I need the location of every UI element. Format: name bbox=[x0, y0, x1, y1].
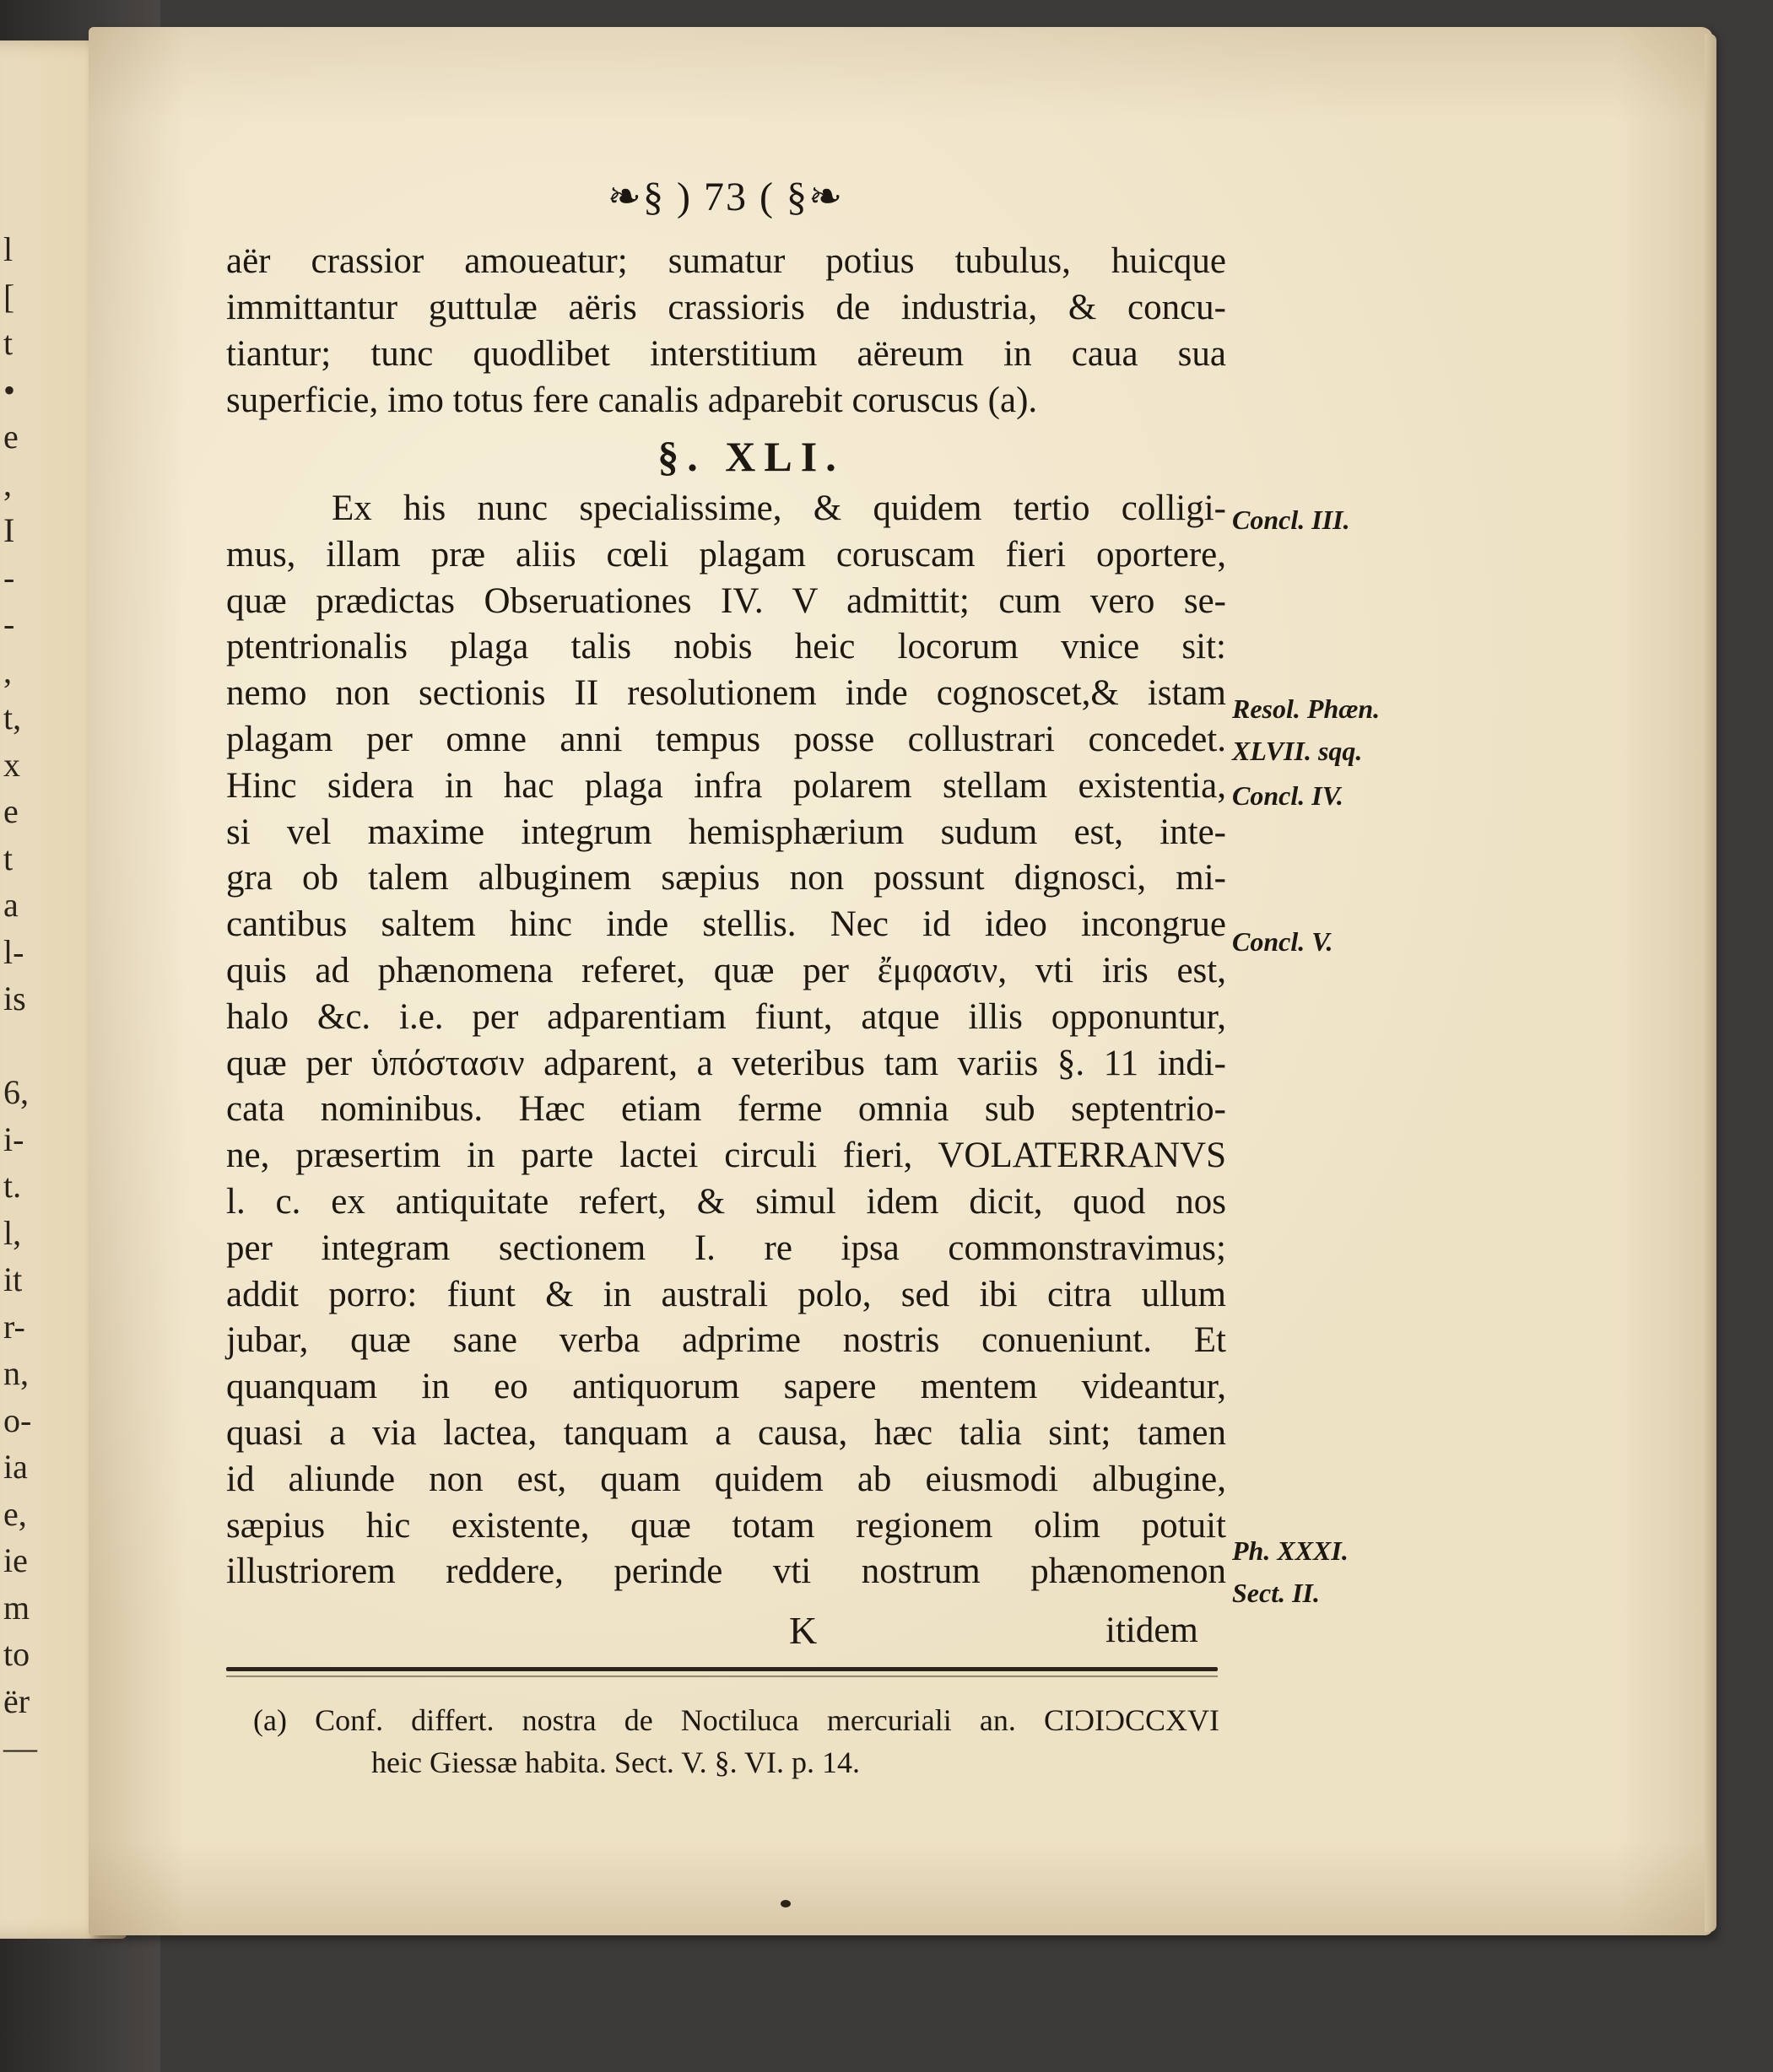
body-line: id aliunde non est, quam quidem ab eiusmodi albugine, bbox=[226, 1460, 1226, 1499]
left-fragment: r- bbox=[3, 1307, 25, 1346]
section-title: §. XLI. bbox=[657, 433, 845, 480]
left-fragment: e bbox=[3, 792, 19, 830]
left-fragment: x bbox=[3, 745, 20, 784]
left-fragment: t bbox=[3, 324, 14, 362]
body-line: gra ob talem albuginem sæpius non possunt dignosci, mi- bbox=[226, 858, 1226, 898]
body-line: quasi a via lactea, tanquam a causa, hæc talia sint; tamen bbox=[226, 1413, 1226, 1453]
body-line: plagam per omne anni tempus posse collustrari concedet. bbox=[226, 720, 1226, 759]
body-line: quanquam in eo antiquorum sapere mentem videantur, bbox=[226, 1367, 1226, 1406]
left-fragment: l- bbox=[3, 932, 24, 971]
margin-note: Ph. XXXI. bbox=[1232, 1535, 1349, 1566]
left-fragment: [ bbox=[3, 277, 15, 316]
body-line: quæ per ὑπόστασιν adparent, a veteribus tam variis §. 11 indi- bbox=[226, 1044, 1226, 1083]
left-fragment: to bbox=[3, 1635, 30, 1673]
body-line: tiantur; tunc quodlibet interstitium aëreum in caua sua bbox=[226, 334, 1226, 374]
footnote-rule bbox=[226, 1667, 1218, 1671]
body-line: sæpius hic existente, quæ totam regionem olim potuit bbox=[226, 1506, 1226, 1546]
body-line: cantibus saltem hinc inde stellis. Nec id ideo incongrue bbox=[226, 904, 1226, 944]
body-line: immittantur guttulæ aëris crassioris de industria, & concu- bbox=[226, 288, 1226, 327]
left-fragment: I bbox=[3, 511, 15, 549]
left-fragment: - bbox=[3, 605, 15, 643]
page-header: ❧§ ) 73 ( §❧ bbox=[607, 175, 845, 219]
body-line: ne, præsertim in parte lactei circuli fieri, VOLATERRANVS bbox=[226, 1136, 1226, 1175]
left-fragment: e bbox=[3, 418, 19, 456]
left-fragment: ër bbox=[3, 1681, 30, 1720]
body-line: superficie, imo totus fere canalis adparebit coruscus (a). bbox=[226, 380, 1038, 420]
left-fragment: — bbox=[3, 1729, 37, 1767]
body-line: Ex his nunc specialissime, & quidem tertio colligi- bbox=[332, 488, 1226, 528]
margin-note: XLVII. sqq. bbox=[1232, 736, 1363, 766]
left-fragment: o- bbox=[3, 1400, 32, 1439]
left-fragment: a bbox=[3, 886, 19, 924]
body-line: quis ad phænomena referet, quæ per ἔμφασιν, vti iris est, bbox=[226, 951, 1226, 990]
body-line: cata nominibus. Hæc etiam ferme omnia sub septentrio- bbox=[226, 1089, 1226, 1129]
left-fragment: i- bbox=[3, 1120, 24, 1158]
left-fragment: t, bbox=[3, 699, 22, 737]
body-line: per integram sectionem I. re ipsa commonstravimus; bbox=[226, 1228, 1226, 1268]
left-fragment: l, bbox=[3, 1213, 22, 1252]
body-line: mus, illam præ aliis cœli plagam coruscam fieri oportere, bbox=[226, 535, 1226, 575]
footnote-line: (a) Conf. differt. nostra de Noctiluca mercuriali an. CIƆIƆCCXVI bbox=[253, 1703, 1219, 1737]
body-line: halo &c. i.e. per adparentiam fiunt, atque illis opponuntur, bbox=[226, 997, 1226, 1037]
margin-note: Concl. III. bbox=[1232, 505, 1350, 535]
left-fragment: ia bbox=[3, 1448, 28, 1486]
margin-note: Sect. II. bbox=[1232, 1578, 1320, 1608]
left-fragment: , bbox=[3, 464, 12, 503]
body-line: jubar, quæ sane verba adprime nostris conueniunt. Et bbox=[226, 1320, 1226, 1360]
footnote-line: heic Giessæ habita. Sect. V. §. VI. p. 14. bbox=[371, 1746, 860, 1779]
left-fragment: • bbox=[3, 370, 16, 409]
body-line: Hinc sidera in hac plaga infra polarem stellam existentia, bbox=[226, 766, 1226, 806]
left-fragment: - bbox=[3, 558, 15, 596]
page-edge bbox=[1705, 34, 1716, 1932]
footnote-rule-thin bbox=[226, 1675, 1218, 1677]
body-line: si vel maxime integrum hemisphærium sudum est, inte- bbox=[226, 812, 1226, 852]
catchword: itidem bbox=[1105, 1611, 1198, 1650]
left-fragment: , bbox=[3, 651, 12, 690]
body-line: aër crassior amoueatur; sumatur potius tubulus, huicque bbox=[226, 241, 1226, 281]
body-line: illustriorem reddere, perinde vti nostrum phænomenon bbox=[226, 1551, 1226, 1591]
margin-note: Concl. IV. bbox=[1232, 780, 1343, 811]
margin-note: Resol. Phæn. bbox=[1232, 693, 1381, 724]
left-fragment: 6, bbox=[3, 1073, 29, 1111]
body-line: nemo non sectionis II resolutionem inde cognoscet,& istam bbox=[226, 673, 1226, 713]
body-line: l. c. ex antiquitate refert, & simul idem dicit, quod nos bbox=[226, 1182, 1226, 1222]
left-fragment: n, bbox=[3, 1354, 29, 1392]
left-fragment: is bbox=[3, 979, 26, 1017]
left-fragment: t. bbox=[3, 1167, 22, 1205]
left-fragment: t bbox=[3, 839, 14, 877]
left-fragment: e, bbox=[3, 1494, 27, 1533]
ink-spot bbox=[781, 1900, 791, 1907]
signature-mark: K bbox=[789, 1609, 818, 1652]
body-line: quæ prædictas Obseruationes IV. V admittit; cum vero se- bbox=[226, 581, 1226, 621]
left-page-fragments bbox=[0, 226, 59, 1772]
body-line: addit porro: fiunt & in australi polo, sed ibi citra ullum bbox=[226, 1275, 1226, 1314]
body-line: ptentrionalis plaga talis nobis heic locorum vnice sit: bbox=[226, 627, 1226, 666]
margin-note: Concl. V. bbox=[1232, 926, 1333, 957]
left-fragment bbox=[0, 1023, 59, 1070]
left-fragment: l bbox=[3, 230, 14, 268]
left-fragment: ie bbox=[3, 1541, 28, 1579]
left-fragment: m bbox=[3, 1588, 30, 1627]
left-fragment: it bbox=[3, 1260, 23, 1298]
